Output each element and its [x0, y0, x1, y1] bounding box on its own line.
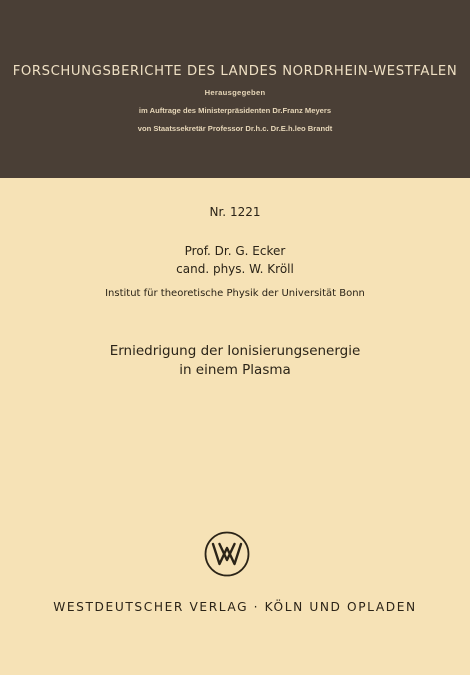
report-title-line-1: Erniedrigung der Ionisierungsenergie	[109, 343, 361, 359]
header-band	[0, 0, 470, 178]
author-primary: Prof. Dr. G. Ecker	[184, 244, 286, 258]
institute-name: Institut für theoretische Physik der Universität Bonn	[105, 288, 365, 299]
series-title: FORSCHUNGSBERICHTE DES LANDES NORDRHEIN-WESTFALEN	[12, 64, 458, 79]
author-secondary: cand. phys. W. Kröll	[176, 262, 294, 276]
editor-label: Herausgegeben	[204, 88, 266, 97]
report-number: Nr. 1221	[209, 205, 261, 219]
wv-monogram-logo-icon	[204, 531, 250, 577]
secretary-line: von Staatssekretär Professor Dr.h.c. Dr.E.h.leo Brandt	[137, 124, 333, 133]
commission-line: im Auftrage des Ministerpräsidenten Dr.Franz Meyers	[138, 106, 332, 115]
publisher-line: WESTDEUTSCHER VERLAG · KÖLN UND OPLADEN	[53, 600, 417, 614]
report-title-line-2: in einem Plasma	[179, 362, 291, 378]
